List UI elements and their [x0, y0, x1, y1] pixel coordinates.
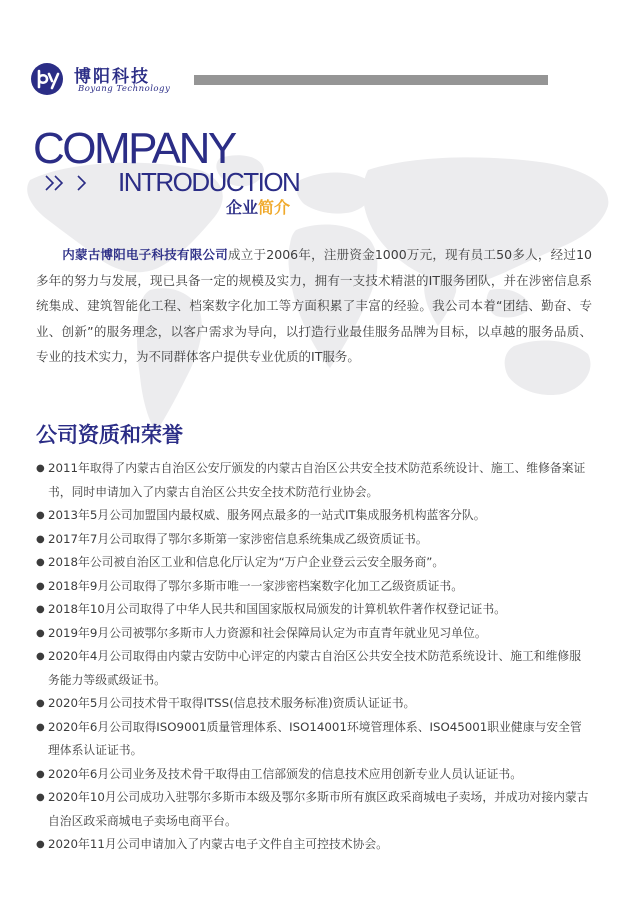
intro-company-name: 内蒙古博阳电子科技有限公司	[62, 247, 229, 262]
title-cn	[226, 200, 290, 216]
company-logo	[30, 62, 180, 96]
list-item	[36, 833, 592, 857]
bullet-icon: ●	[36, 510, 45, 521]
header-gray-bar	[194, 75, 548, 85]
list-item-text: 2018年9月公司取得了鄂尔多斯市唯一一家涉密档案数字化加工乙级资质证书。	[48, 578, 464, 593]
list-item-text: 2011年取得了内蒙古自治区公安厅颁发的内蒙古自治区公共安全技术防范系统设计、施工、维修备案证书，同时申请加入了内蒙古自治区公共安全技术防范行业协会。	[48, 461, 586, 499]
list-item-text: 2017年7月公司取得了鄂尔多斯第一家涉密信息系统集成乙级资质证书。	[48, 531, 428, 546]
title-cn-part2: 简介	[258, 198, 291, 217]
bullet-icon: ●	[36, 557, 45, 568]
list-item	[36, 645, 592, 692]
logo-mark-icon	[30, 62, 66, 96]
bullet-icon: ●	[36, 651, 45, 662]
list-item	[36, 716, 592, 763]
list-item-text: 2018年公司被自治区工业和信息化厅认定为“万户企业登云云安全服务商”。	[48, 555, 445, 569]
list-item	[36, 598, 592, 622]
bullet-icon: ●	[36, 721, 45, 733]
list-item-text: 2020年10月公司成功入驻鄂尔多斯市本级及鄂尔多斯市所有旗区政采商城电子卖场，并成功对接内蒙古自治区政采商城电子卖场电商平台。	[48, 790, 589, 828]
bullet-icon: ●	[36, 792, 45, 803]
bullet-icon: ●	[36, 698, 45, 709]
title-company: COMPANY	[33, 124, 235, 173]
list-item	[36, 504, 592, 528]
list-item-text: 2019年9月公司被鄂尔多斯市人力资源和社会保障局认定为市直青年就业见习单位。	[48, 625, 487, 640]
intro-paragraph	[36, 242, 592, 370]
bullet-icon: ●	[36, 580, 45, 592]
intro-text: 成立于2006年，注册资金1000万元，现有员工50多人，经过10多年的努力与发展，现已具备一定的规模及实力，拥有一支技术精湛的IT服务团队，并在涉密信息系统集成、建筑智能化工程、档案数字化加工等方面积累了丰富的经验。我公司本着“团结、勤奋、专业、创新”的服务理念，以客户需求为导向，以打造行业最佳服务品牌为目标，以卓越的服务品质、专业的技术实力，为不同群体客户提供专业优质的IT服务。	[36, 247, 592, 364]
list-item-text: 2020年4月公司取得由内蒙古安防中心评定的内蒙古自治区公共安全技术防范系统设计、施工和维修服务能力等级贰级证书。	[48, 649, 581, 687]
list-item-text: 2020年11月公司申请加入了内蒙古电子文件自主可控技术协会。	[48, 837, 388, 851]
list-item-text: 2020年6月公司业务及技术骨干取得由工信部颁发的信息技术应用创新专业人员认证证书。	[48, 766, 523, 781]
list-item	[36, 786, 592, 833]
honors-section-title: 公司资质和荣誉	[36, 423, 183, 447]
logo-name-en: Boyang Technology	[78, 84, 171, 94]
list-item	[36, 551, 592, 575]
bullet-icon: ●	[36, 604, 45, 615]
list-item	[36, 763, 592, 787]
europe-shape	[297, 173, 373, 214]
list-item-text: 2018年10月公司取得了中华人民共和国国家版权局颁发的计算机软件著作权登记证书。	[48, 602, 506, 616]
logo-name-cn: 博阳科技	[74, 67, 150, 87]
list-item-text: 2020年6月公司取得ISO9001质量管理体系、ISO14001环境管理体系、ISO45001职业健康与安全管理体系认证证书。	[48, 719, 582, 757]
bullet-icon: ●	[36, 627, 45, 639]
title-cn-part1: 企业	[226, 198, 259, 217]
honors-list	[36, 457, 592, 857]
bullet-icon: ●	[36, 533, 45, 545]
bullet-icon: ●	[36, 463, 45, 474]
list-item-text: 2020年5月公司技术骨干取得ITSS(信息技术服务标准)资质认证证书。	[48, 696, 416, 710]
list-item	[36, 528, 592, 552]
bullet-icon: ●	[36, 839, 45, 850]
list-item	[36, 575, 592, 599]
list-item	[36, 622, 592, 646]
double-chevron-right-icon	[44, 174, 100, 192]
list-item-text: 2013年5月公司加盟国内最权威、服务网点最多的一站式IT集成服务机构蓝客分队。	[48, 508, 486, 522]
bullet-icon: ●	[36, 768, 45, 780]
list-item	[36, 457, 592, 504]
title-introduction: INTRODUCTION	[118, 167, 300, 197]
list-item	[36, 692, 592, 716]
